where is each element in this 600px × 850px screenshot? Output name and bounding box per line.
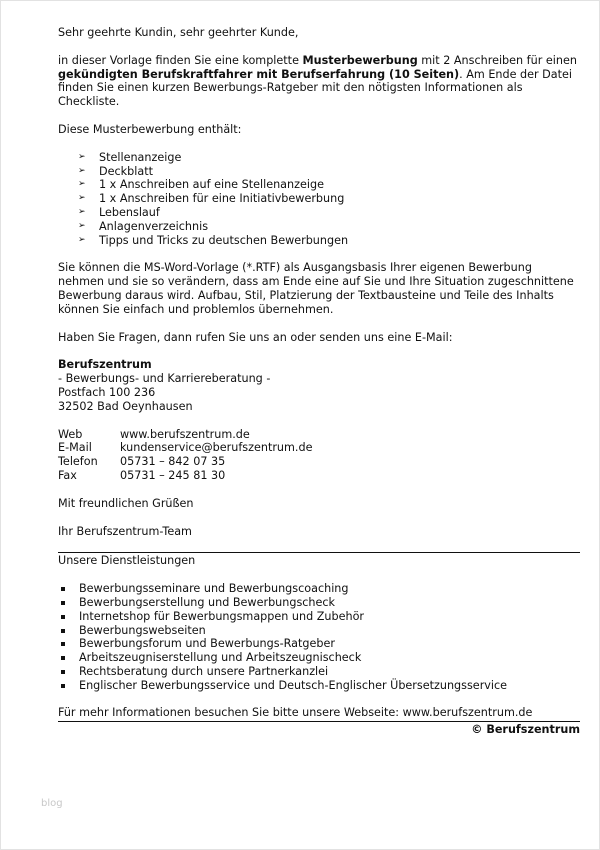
contact-email-link[interactable]: kundenservice@berufszentrum.de [120, 441, 313, 455]
services-heading: Unsere Dienstleistungen [58, 554, 196, 568]
intro-text-2: mit 2 Anschreiben für einen [417, 53, 577, 67]
arrow-bullet-icon: ➢ [78, 206, 86, 217]
table-row [58, 441, 312, 455]
word-template-paragraph: Sie können die MS-Word-Vorlage (*.RTF) als Ausgangsbasis Ihrer eigenen Bewerbung nehmen und sie so verändern, dass am Ende eine auf Sie und Ihre Situation zugeschnittene Bewerbung daraus wird. Aufbau, Stil, Platzierung der Textbausteine und Teile des Inhalts können Sie einfach und problemlos übernehmen. [58, 261, 574, 316]
company-city: 32502 Bad Oeynhausen [58, 399, 193, 413]
contact-label: Fax [58, 468, 77, 482]
list-item-label: Rechtsberatung durch unsere Partnerkanzlei [79, 664, 329, 678]
contact-fax: 05731 – 245 81 30 [120, 468, 226, 482]
list-item-label: Bewerbungswebseiten [79, 623, 206, 637]
intro-text-3: . Am Ende der Datei finden Sie einen kurzen Bewerbungs-Ratgeber mit den nötigsten Informationen als Checkliste. [58, 67, 573, 109]
square-bullet-icon [61, 656, 65, 660]
contents-heading: Diese Musterbewerbung enthält: [58, 122, 242, 136]
list-item [58, 596, 580, 610]
list-item-label: Bewerbungserstellung und Bewerbungscheck [79, 595, 336, 609]
list-item [58, 679, 580, 693]
table-row [58, 469, 312, 483]
list-item [78, 165, 580, 179]
list-item [58, 624, 580, 638]
company-name [58, 358, 580, 372]
square-bullet-icon [61, 601, 65, 605]
list-item [78, 234, 580, 248]
square-bullet-icon [61, 615, 65, 619]
list-item-label: Internetshop für Bewerbungsmappen und Zubehör [79, 609, 365, 623]
questions-line: Haben Sie Fragen, dann rufen Sie uns an oder senden uns eine E-Mail: [58, 330, 453, 344]
company-subtitle: - Bewerbungs- und Karriereberatung - [58, 372, 271, 386]
list-item [78, 151, 580, 165]
list-item-label: Tipps und Tricks zu deutschen Bewerbungen [99, 233, 349, 247]
list-item-label: Anlagenverzeichnis [99, 219, 209, 233]
list-item-label: Bewerbungsseminare und Bewerbungscoaching [79, 582, 349, 596]
list-item-label: Stellenanzeige [99, 150, 182, 164]
contact-web-link[interactable]: www.berufszentrum.de [120, 427, 250, 441]
contact-label: Telefon [58, 455, 98, 469]
arrow-bullet-icon: ➢ [78, 165, 86, 176]
list-item-label: Englischer Bewerbungsservice und Deutsch-Englischer Übersetzungsservice [79, 678, 508, 692]
intro-text-1: in dieser Vorlage finden Sie eine komplette [58, 53, 303, 67]
letter-content [58, 26, 580, 737]
square-bullet-icon [61, 629, 65, 633]
arrow-bullet-icon: ➢ [78, 234, 86, 245]
list-item-label: Lebenslauf [99, 205, 160, 219]
intro-bold-2: gekündigten Berufskraftfahrer mit Berufserfahrung (10 Seiten) [58, 67, 460, 81]
arrow-bullet-icon: ➢ [78, 193, 86, 204]
company-street: Postfach 100 236 [58, 385, 156, 399]
services-list [58, 582, 580, 692]
closing: Mit freundlichen Grüßen [58, 496, 194, 510]
contact-label: Web [58, 427, 83, 441]
contact-phone: 05731 – 842 07 35 [120, 455, 226, 469]
list-item [78, 192, 580, 206]
greeting: Sehr geehrte Kundin, sehr geehrter Kunde, [58, 26, 299, 39]
list-item [78, 206, 580, 220]
arrow-bullet-icon: ➢ [78, 220, 86, 231]
arrow-bullet-icon: ➢ [78, 179, 86, 190]
intro-bold-1: Musterbewerbung [302, 53, 418, 67]
square-bullet-icon [61, 642, 65, 646]
company-name-text: Berufszentrum [58, 358, 152, 372]
more-info-line: Für mehr Informationen besuchen Sie bitte unsere Webseite: www.berufszentrum.de [58, 706, 580, 722]
list-item [78, 220, 580, 234]
intro-paragraph [58, 54, 580, 109]
list-item [58, 582, 580, 596]
contact-table [58, 428, 312, 483]
list-item-label: Deckblatt [99, 164, 153, 178]
square-bullet-icon [61, 587, 65, 591]
list-item-label: Bewerbungsforum und Bewerbungs-Ratgeber [79, 637, 335, 651]
table-row [58, 428, 312, 442]
list-item [58, 651, 580, 665]
copyright: © Berufszentrum [471, 723, 580, 737]
arrow-bullet-icon: ➢ [78, 151, 86, 162]
divider [58, 552, 580, 553]
contents-list [58, 151, 580, 248]
contact-label: E-Mail [58, 441, 92, 455]
square-bullet-icon [61, 670, 65, 674]
list-item [78, 178, 580, 192]
list-item [58, 637, 580, 651]
list-item [58, 610, 580, 624]
list-item-label: 1 x Anschreiben auf eine Stellenanzeige [99, 178, 324, 192]
square-bullet-icon [61, 684, 65, 688]
table-row [58, 455, 312, 469]
signature: Ihr Berufszentrum-Team [58, 524, 192, 538]
list-item [58, 665, 580, 679]
watermark: blog [41, 798, 63, 809]
list-item-label: Arbeitszeugniserstellung und Arbeitszeugnischeck [79, 651, 362, 665]
list-item-label: 1 x Anschreiben für eine Initiativbewerbung [99, 192, 345, 206]
